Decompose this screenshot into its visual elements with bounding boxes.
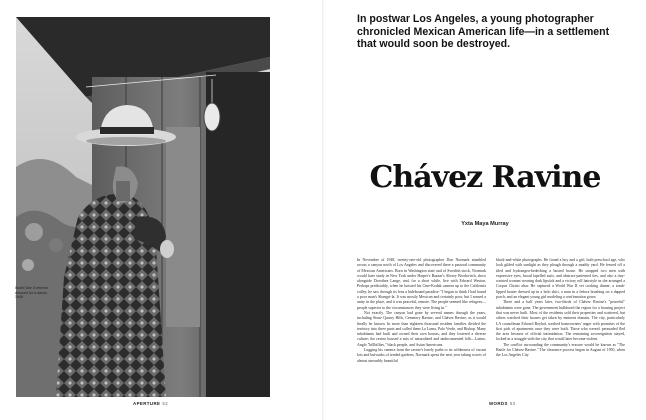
page-gutter: [322, 0, 324, 420]
photograph-man-in-hat: [16, 17, 270, 397]
body-column-2: [496, 258, 625, 400]
body-paragraph: Not exactly. The canyon had gone by several names through the years, including Stone Quarry Hills, Cemetery Ravine, and Chávez Ravine, as it would finally be known. In more than eighteen thousand resident families divided the territory into three parts and called them La Loma, Palo Verde, and Bishop. Many inhabitants had built and owned their own houses, and they fostered a diverse culture; the ravine housed a mix of naturalized and undocumented folk—Latino, Anglo "hillbillies," black people, and Asian Americans.: [357, 310, 486, 347]
photo-illustration: [16, 17, 270, 397]
folio-label: APERTURE: [133, 401, 161, 406]
caption-line: dressed for a dance,: [15, 290, 48, 295]
page-number: 53: [509, 401, 516, 406]
body-paragraph: In November of 1948, twenty-one-old photographer Don Normark stumbled across a canyon north of Los Angeles and discovered there a pastoral community of Mexican Americans. Born in Washington state and of Swedish stock, Normark would later study in New York under Harper's Bazaar's Alexey Brodovitch, show alongside Dorothea Lange, and, for a short while, live with Edward Weston. Perhaps predictably, when he hoisted his Cine-Kodak camera up to the California valley, he saw through its lens a hidebound paradise: "I began to think I had found a poor man's Shangri-la. It was mostly Mexican and certainly poor, but I sensed a unity in the place, and it was peaceful, remote. The people seemed like refugees—people superior to the circumstances they were living in.": [357, 258, 486, 310]
body-column-1: [357, 258, 486, 400]
body-paragraph: The conflict surrounding the community's erasure would be known as "The Battle for Chávez Ravine." The clearance process began in August of 1950, when the Los Angeles City: [496, 342, 625, 358]
caption-line: World War II veteran: [15, 286, 48, 290]
folio-left: [133, 401, 168, 406]
body-paragraph: Lugging his camera from the ravine's lonely paths to its wilderness of vacant lots and bulwarks of tended gardens, Normark spent the next year taking scores of almost unearthly beautiful: [357, 348, 486, 363]
body-paragraph: Three and a half years later, two-thirds of Chávez Ravine's "peaceful" inhabitants were gone. The government bulldozed the region for a housing project that was never built. Most of the residents sold their properties and scattered, but others watched their houses get taken by eminent domain. The city, particularly LA councilman Edward Roybal, soothed homeowners' anger with promises of the first pick of apartments once they were built. Those who weren't persuaded fled the area because of official intimidation. The remaining sovereigntists stayed, locked in a struggle with the city that would later become violent.: [496, 300, 625, 342]
photo-caption: [15, 286, 67, 300]
article-byline: Yxta Maya Murray: [461, 221, 509, 227]
article-dek: In postwar Los Angeles, a young photographer chronicled Mexican American life—in a settlement that would soon be destroyed.: [357, 13, 610, 51]
folio-right: [489, 401, 516, 406]
folio-label: WORDS: [489, 401, 508, 406]
caption-line: 1949: [15, 295, 23, 300]
body-paragraph: black-and-white photographs. He found a boy and a girl, both preschool age, who look gilded with sunlight as they plough through a muddy yard. He fenced off a tiled and hydrangea-bedecking a busted house. He snapped two men with expressive eyes, broad lapelled suits, and abstract-patterned ties, and also a tiny-waisted woman wearing dark lipstick and a victory roll hairstyle as she arranged a Corpus Christi altar. He captured a World War II vet cooking dinner, a tomb-lipped boater dressed up in a bolo shirt, a man in a fedora brushing on a dapped porch, and an elegant young girl modeling a confirmation gown.: [496, 258, 625, 300]
page-number: 52: [162, 401, 169, 406]
article-title: Chávez Ravine: [369, 160, 601, 195]
